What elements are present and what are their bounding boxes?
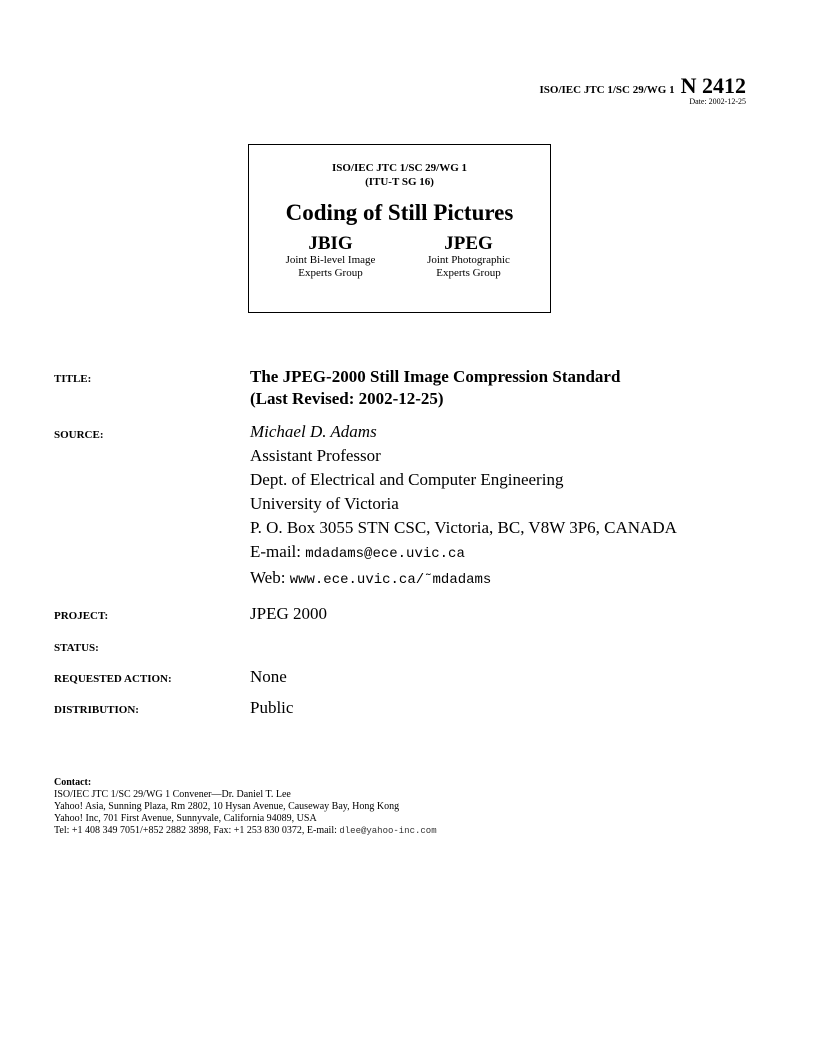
email-label: E-mail: [250, 542, 306, 561]
contact-heading: Contact: [54, 777, 92, 788]
group-jbig [262, 233, 400, 280]
committee-box [248, 144, 551, 313]
author-department: Dept. of Electrical and Computer Engineering [250, 470, 564, 489]
distribution-label: DISTRIBUTION: [54, 704, 139, 716]
author-position: Assistant Professor [250, 446, 381, 465]
committee-sg: (ITU-T SG 16) [365, 176, 434, 188]
header-org: ISO/IEC JTC 1/SC 29/WG 1 [539, 84, 675, 96]
contact-line: Yahoo! Inc, 701 First Avenue, Sunnyvale, California 94089, USA [54, 813, 317, 824]
web-label: Web: [250, 568, 290, 587]
group-abbr: JBIG [308, 233, 353, 254]
document-header [540, 73, 746, 106]
expert-groups [249, 233, 550, 280]
contact-phone-fax: Tel: +1 408 349 7051/+852 2882 3898, Fax: +1 253 830 0372, E-mail: [54, 825, 340, 836]
group-jpeg [400, 233, 538, 280]
source-label: SOURCE: [54, 429, 104, 441]
committee-org: ISO/IEC JTC 1/SC 29/WG 1 [331, 162, 468, 174]
group-name-line2: Experts Group [436, 267, 501, 279]
committee-heading: Coding of Still Pictures [285, 200, 514, 225]
distribution-value: Public [250, 698, 294, 717]
project-value: JPEG 2000 [250, 604, 327, 623]
requested-action-value: None [250, 667, 287, 686]
title-line-2: (Last Revised: 2002-12-25) [250, 389, 444, 408]
contact-line [54, 825, 437, 837]
source-block [250, 420, 677, 592]
contact-email-link[interactable]: dlee@yahoo-inc.com [339, 826, 437, 836]
author-university: University of Victoria [250, 494, 399, 513]
project-label: PROJECT: [54, 610, 109, 622]
web-link[interactable]: www.ece.uvic.ca/˜mdadams [289, 572, 492, 588]
group-abbr: JPEG [444, 233, 493, 254]
document-date: Date: 2002-12-25 [689, 97, 746, 106]
contact-line: Yahoo! Asia, Sunning Plaza, Rm 2802, 10 Hysan Avenue, Causeway Bay, Hong Kong [54, 801, 400, 812]
status-label: STATUS: [54, 642, 99, 654]
group-name-line1: Joint Photographic [427, 254, 510, 266]
author-address: P. O. Box 3055 STN CSC, Victoria, BC, V8W 3P6, CANADA [250, 518, 677, 537]
document-title [250, 366, 620, 410]
group-name-line1: Joint Bi-level Image [285, 254, 376, 266]
title-label: TITLE: [54, 373, 92, 385]
email-line [250, 540, 677, 566]
web-line [250, 566, 677, 592]
contact-block [54, 777, 437, 837]
document-number: N 2412 [680, 73, 746, 98]
title-line-1: The JPEG-2000 Still Image Compression Standard [250, 367, 621, 386]
contact-line: ISO/IEC JTC 1/SC 29/WG 1 Convener—Dr. Daniel T. Lee [54, 789, 291, 800]
author-name: Michael D. Adams [250, 422, 377, 441]
requested-action-label: REQUESTED ACTION: [54, 673, 172, 685]
email-link[interactable]: mdadams@ece.uvic.ca [305, 546, 465, 562]
group-name-line2: Experts Group [298, 267, 363, 279]
